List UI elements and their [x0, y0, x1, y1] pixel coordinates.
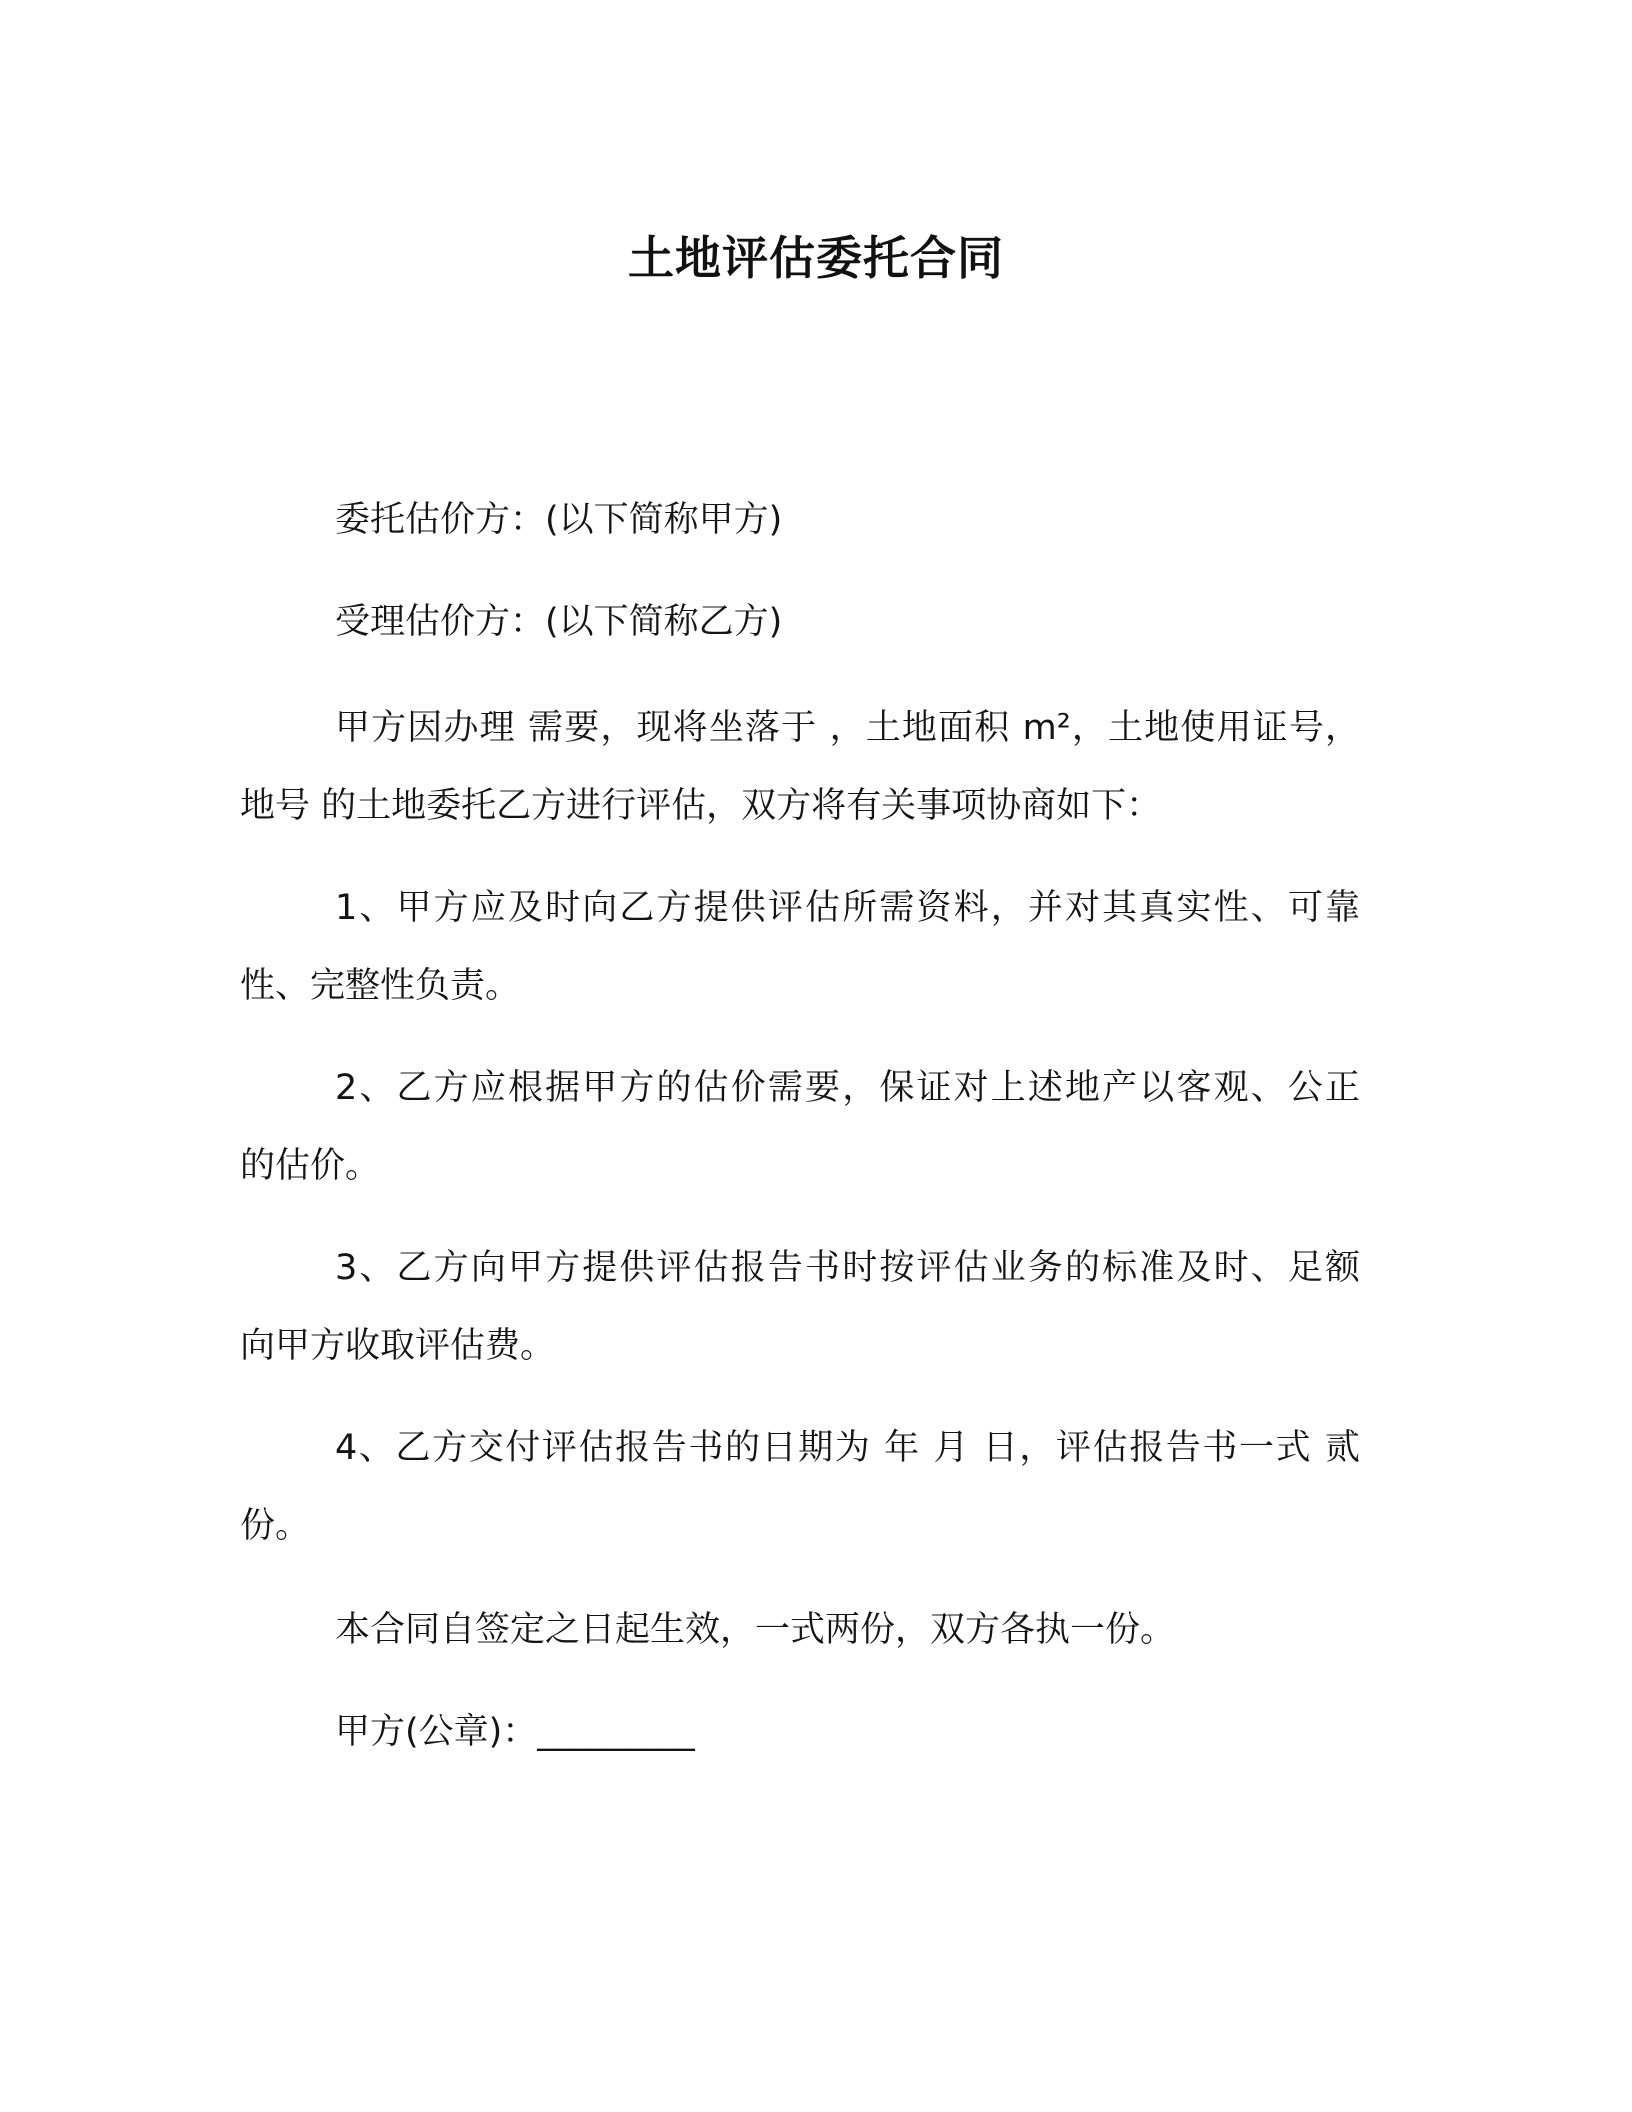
- clause-2-line-1: 2、乙方应根据甲方的估价需要，保证对上述地产以客观、公正: [335, 1068, 1360, 1108]
- clause-2-line-2: 的估价。: [240, 1146, 381, 1186]
- party-a-signature-line: 甲方(公章)：_________: [335, 1712, 695, 1752]
- intro-paragraph-line-1: 甲方因办理 需要，现将坐落于 ，土地面积 m²，土地使用证号，: [335, 708, 1360, 748]
- clause-1-line-2: 性、完整性负责。: [240, 966, 521, 1006]
- intro-paragraph-line-2: 地号 的土地委托乙方进行评估，双方将有关事项协商如下：: [240, 786, 1162, 826]
- clause-4-line-2: 份。: [240, 1506, 311, 1546]
- appraiser-party-line: 受理估价方：(以下简称乙方): [335, 602, 783, 642]
- clause-3-line-2: 向甲方收取评估费。: [240, 1326, 556, 1366]
- client-party-line: 委托估价方：(以下简称甲方): [335, 500, 783, 540]
- contract-title: 土地评估委托合同: [628, 231, 1004, 285]
- clause-3-line-1: 3、乙方向甲方提供评估报告书时按评估业务的标准及时、足额: [335, 1248, 1360, 1288]
- clause-4-line-1: 4、乙方交付评估报告书的日期为 年 月 日，评估报告书一式 贰: [335, 1428, 1360, 1468]
- clause-1-line-1: 1、甲方应及时向乙方提供评估所需资料，并对其真实性、可靠: [335, 888, 1360, 928]
- effective-clause-line: 本合同自签定之日起生效，一式两份，双方各执一份。: [335, 1610, 1176, 1650]
